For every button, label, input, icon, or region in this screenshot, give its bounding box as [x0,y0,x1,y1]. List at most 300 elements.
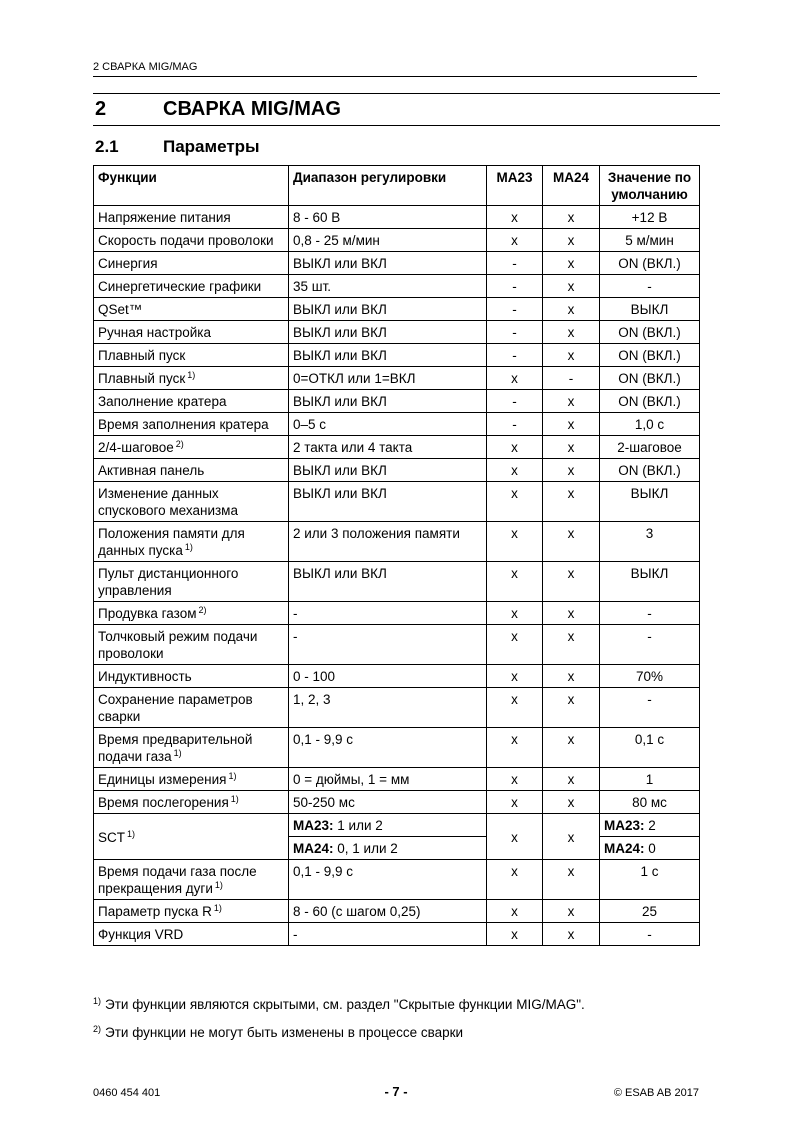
func-cell [94,321,289,344]
ma24-cell [543,860,600,900]
sct-range-ma23-label: MA23: [293,818,334,833]
ma24-cell [543,562,600,602]
default-text: ВЫКЛ [630,566,669,581]
ma24-text: x [567,210,575,225]
func-cell [94,900,289,923]
sct-ma24: x [543,814,600,860]
ma23-cell [487,562,543,602]
footnotes [93,996,585,1052]
ma23-text: x [511,927,518,942]
range-cell [289,436,487,459]
func-text: Скорость подачи проволоки [98,233,274,248]
ma24-text: x [567,904,575,919]
default-text: +12 В [631,210,668,225]
ma24-cell [543,728,600,768]
default-text: 5 м/мин [625,233,674,248]
sct-range-ma23 [289,814,486,836]
ma23-text: x [511,904,518,919]
table-row [94,275,700,298]
default-cell [600,344,700,367]
ma23-text: - [512,417,517,432]
func-cell [94,688,289,728]
range-text: ВЫКЛ или ВКЛ [293,348,387,363]
ma23-cell [487,413,543,436]
default-text: ON (ВКЛ.) [618,371,681,386]
default-text: ON (ВКЛ.) [618,348,681,363]
range-cell [289,252,487,275]
func-text: Напряжение питания [98,210,231,225]
ma24-text: x [567,394,575,409]
range-cell [289,900,487,923]
range-text: 0,8 - 25 м/мин [293,233,380,248]
func-text: Изменение данных спускового механизма [98,486,238,518]
ma23-text: - [512,302,517,317]
ma23-text: x [511,463,518,478]
header-default: Значение по умолчанию [600,166,700,206]
table-row [94,252,700,275]
footnote-1 [93,996,585,1014]
range-text: ВЫКЛ или ВКЛ [293,394,387,409]
ma23-text: x [511,669,518,684]
func-cell [94,923,289,946]
footnote-2-text: Эти функции не могут быть изменены в процессе сварки [105,1025,464,1040]
func-text: Время подачи газа после прекращения дуги [98,864,257,896]
default-cell [600,900,700,923]
running-header-title: 2 СВАРКА MIG/MAG [93,61,198,73]
ma24-text: x [567,692,575,707]
sct-func: SCT [98,829,125,845]
default-cell [600,562,700,602]
ma23-text: x [511,210,518,225]
table-row [94,522,700,562]
table-row [94,562,700,602]
default-cell [600,860,700,900]
ma24-text: - [568,371,574,386]
ma24-text: x [567,606,575,621]
default-text: ON (ВКЛ.) [618,394,681,409]
ma24-text: x [567,486,575,501]
default-text: 1,0 с [634,417,665,432]
default-cell [600,688,700,728]
func-text: 2/4-шаговое [98,440,174,455]
sct-default-ma24-label: MA24: [604,841,645,856]
range-cell [289,860,487,900]
range-text: ВЫКЛ или ВКЛ [293,566,387,581]
ma24-cell [543,367,600,390]
table-row [94,321,700,344]
footnote-mark: 1) [228,771,237,781]
func-text: Положения памяти для данных пуска [98,526,245,558]
table-row [94,344,700,367]
sct-default-ma24 [600,836,699,859]
ma23-cell [487,768,543,791]
ma24-text: x [567,440,575,455]
range-cell [289,390,487,413]
func-text: Параметр пуска R [98,904,212,919]
range-text: ВЫКЛ или ВКЛ [293,463,387,478]
default-cell [600,321,700,344]
footnote-mark: 1) [214,880,223,890]
default-cell [600,923,700,946]
default-cell [600,728,700,768]
ma24-text: x [567,795,575,810]
range-cell [289,206,487,229]
func-text: Время послегорения [98,795,229,810]
ma23-cell [487,252,543,275]
footnote-mark: 2) [198,605,207,615]
ma24-text: x [567,772,575,787]
table-row [94,728,700,768]
section-title [93,93,720,126]
default-text: 80 мс [632,795,667,810]
func-text: Пульт дистанционного управления [98,566,239,598]
range-cell [289,413,487,436]
func-cell [94,252,289,275]
sct-func-cell [94,814,289,860]
ma23-text: x [511,795,518,810]
ma23-cell [487,344,543,367]
range-cell [289,482,487,522]
range-text: 0 - 100 [293,669,336,684]
sct-range-cell [289,814,487,860]
footnote-1-text: Эти функции являются скрытыми, см. раздел "Скрытые функции MIG/MAG". [105,997,585,1012]
range-text: 1, 2, 3 [293,692,331,707]
range-cell [289,522,487,562]
ma24-cell [543,298,600,321]
ma23-text: x [511,526,518,541]
func-cell [94,459,289,482]
ma24-cell [543,252,600,275]
footnote-2 [93,1024,585,1042]
default-cell [600,522,700,562]
ma24-text: x [567,526,575,541]
func-cell [94,768,289,791]
default-cell [600,252,700,275]
func-cell [94,436,289,459]
default-text: 3 [645,526,654,541]
footnote-mark: 1) [187,370,196,380]
default-text: 2-шаговое [617,440,682,455]
ma24-text: x [567,256,575,271]
ma23-cell [487,625,543,665]
default-cell [600,206,700,229]
func-cell [94,562,289,602]
func-cell [94,522,289,562]
range-cell [289,688,487,728]
ma24-cell [543,522,600,562]
ma24-text: x [567,325,575,340]
range-text: - [293,629,298,644]
range-cell [289,275,487,298]
range-text: ВЫКЛ или ВКЛ [293,486,387,501]
func-text: Синергетические графики [98,279,262,294]
ma24-cell [543,321,600,344]
ma23-cell [487,665,543,688]
table-row [94,602,700,625]
ma23-text: - [512,279,517,294]
default-text: 25 [641,904,658,919]
ma24-cell [543,665,600,688]
func-cell [94,275,289,298]
range-cell [289,344,487,367]
ma24-cell [543,900,600,923]
func-cell [94,344,289,367]
table-row [94,900,700,923]
range-text: 0,1 - 9,9 с [293,864,354,879]
range-text: 8 - 60 (с шагом 0,25) [293,904,421,919]
func-cell [94,728,289,768]
func-cell [94,206,289,229]
section-number: 2 [95,98,107,120]
default-cell [600,436,700,459]
ma24-text: x [567,417,575,432]
ma23-cell [487,522,543,562]
sct-ma23: x [487,814,543,860]
footnote-mark: 1) [184,542,193,552]
ma23-text: x [511,732,518,747]
default-cell [600,413,700,436]
ma24-text: x [567,302,575,317]
ma24-cell [543,688,600,728]
table-row [94,367,700,390]
subsection-title-text: Параметры [163,137,260,156]
ma23-cell [487,482,543,522]
func-text: Сохранение параметров сварки [98,692,253,724]
ma24-cell [543,923,600,946]
func-cell [94,482,289,522]
range-text: 50-250 мс [293,795,355,810]
sct-default-cell [600,814,700,860]
ma24-cell [543,482,600,522]
ma24-text: x [567,629,575,644]
ma24-cell [543,436,600,459]
table-row [94,459,700,482]
range-cell [289,562,487,602]
range-cell [289,768,487,791]
ma24-cell [543,390,600,413]
range-text: 0,1 - 9,9 с [293,732,354,747]
ma24-text: x [567,669,575,684]
ma23-text: - [512,394,517,409]
ma23-text: x [511,371,518,386]
ma24-text: x [567,348,575,363]
range-text: ВЫКЛ или ВКЛ [293,256,387,271]
range-text: ВЫКЛ или ВКЛ [293,325,387,340]
func-text: Функция VRD [98,927,184,942]
ma23-cell [487,206,543,229]
ma23-cell [487,229,543,252]
ma23-cell [487,688,543,728]
ma24-cell [543,791,600,814]
table-body-sct [94,814,700,860]
func-text: Индуктивность [98,669,192,684]
ma23-cell [487,298,543,321]
default-cell [600,229,700,252]
ma23-cell [487,390,543,413]
table-row [94,768,700,791]
footnote-mark: 1) [230,794,239,804]
range-text: - [293,927,298,942]
table-row [94,791,700,814]
table-row [94,860,700,900]
ma24-cell [543,206,600,229]
range-cell [289,665,487,688]
ma24-text: x [567,566,575,581]
ma24-text: x [567,732,575,747]
header-ma24: MA24 [543,166,600,206]
default-cell [600,791,700,814]
default-text: - [647,629,652,644]
default-cell [600,298,700,321]
sct-range-ma24-label: MA24: [293,841,334,856]
func-cell [94,298,289,321]
sct-range-ma24-value: 0, 1 или 2 [333,841,398,856]
ma23-cell [487,728,543,768]
table-row [94,923,700,946]
default-text: ВЫКЛ [630,486,669,501]
range-text: 8 - 60 В [293,210,341,225]
ma23-cell [487,321,543,344]
table-row [94,436,700,459]
range-cell [289,923,487,946]
table-row [94,688,700,728]
ma23-cell [487,275,543,298]
ma23-cell [487,459,543,482]
ma24-text: x [567,233,575,248]
default-text: ON (ВКЛ.) [618,256,681,271]
ma23-text: x [511,233,518,248]
func-cell [94,602,289,625]
ma23-cell [487,923,543,946]
ma24-text: x [567,927,575,942]
ma23-cell [487,436,543,459]
range-text: - [293,606,298,621]
table-body [94,206,700,814]
default-cell [600,459,700,482]
ma24-text: x [567,864,575,879]
default-cell [600,390,700,413]
ma23-text: x [511,772,518,787]
ma23-cell [487,900,543,923]
ma23-text: x [511,864,518,879]
range-text: 2 такта или 4 такта [293,440,413,455]
table-row [94,482,700,522]
func-text: Синергия [98,256,158,271]
range-cell [289,367,487,390]
range-text: 0 = дюймы, 1 = мм [293,772,410,787]
range-cell [289,298,487,321]
ma23-cell [487,860,543,900]
default-text: - [647,927,652,942]
range-cell [289,321,487,344]
ma23-text: x [511,486,518,501]
func-text: Плавный пуск [98,371,186,386]
default-cell [600,625,700,665]
sct-default-ma23 [600,814,699,836]
default-cell [600,665,700,688]
default-text: ON (ВКЛ.) [618,463,681,478]
ma24-cell [543,229,600,252]
table-row [94,390,700,413]
table-body-after [94,860,700,946]
range-text: 0–5 с [293,417,327,432]
ma23-cell [487,367,543,390]
range-cell [289,791,487,814]
range-cell [289,229,487,252]
ma23-text: x [511,692,518,707]
sct-footnote-mark: 1) [127,828,136,839]
sct-default-ma24-value: 0 [644,841,656,856]
ma24-text: x [567,279,575,294]
range-cell [289,459,487,482]
ma24-cell [543,275,600,298]
table-row [94,413,700,436]
range-text: 2 или 3 положения памяти [293,526,460,541]
ma24-cell [543,768,600,791]
func-cell [94,791,289,814]
default-cell [600,275,700,298]
func-cell [94,367,289,390]
range-text: 35 шт. [293,279,332,294]
func-cell [94,860,289,900]
default-text: 70% [635,669,664,684]
default-text: ВЫКЛ [630,302,669,317]
footnote-1-mark: 1) [93,996,102,1006]
func-cell [94,625,289,665]
parameters-table [93,165,700,946]
ma23-text: x [511,440,518,455]
ma23-cell [487,791,543,814]
ma24-cell [543,413,600,436]
ma23-text: - [512,348,517,363]
func-cell [94,413,289,436]
default-text: ON (ВКЛ.) [618,325,681,340]
header-range: Диапазон регулировки [289,166,487,206]
ma23-text: x [511,606,518,621]
doc-number: 0460 454 401 [93,1087,161,1099]
subsection-number: 2.1 [95,137,119,156]
footnote-mark: 2) [175,439,184,449]
func-text: Единицы измерения [98,772,227,787]
sct-default-ma23-label: MA23: [604,818,645,833]
header-functions: Функции [94,166,289,206]
copyright: © ESAB AB 2017 [613,1087,699,1099]
default-text: 1 с [640,864,659,879]
default-text: - [647,279,652,294]
ma24-cell [543,459,600,482]
ma23-text: x [511,629,518,644]
running-header [93,61,697,77]
func-text: Активная панель [98,463,205,478]
default-text: 0,1 с [634,732,665,747]
default-cell [600,602,700,625]
table-row [94,665,700,688]
range-text: ВЫКЛ или ВКЛ [293,302,387,317]
func-text: Толчковый режим подачи проволоки [98,629,258,661]
sct-range-ma23-value: 1 или 2 [333,818,383,833]
ma23-text: - [512,256,517,271]
ma24-text: x [567,463,575,478]
table-row [94,625,700,665]
sct-range-ma24 [289,836,486,859]
func-cell [94,665,289,688]
func-text: Время заполнения кратера [98,417,269,432]
ma23-cell [487,602,543,625]
ma24-cell [543,625,600,665]
ma23-text: - [512,325,517,340]
section-title-text: СВАРКА MIG/MAG [163,98,341,120]
table-row [94,229,700,252]
